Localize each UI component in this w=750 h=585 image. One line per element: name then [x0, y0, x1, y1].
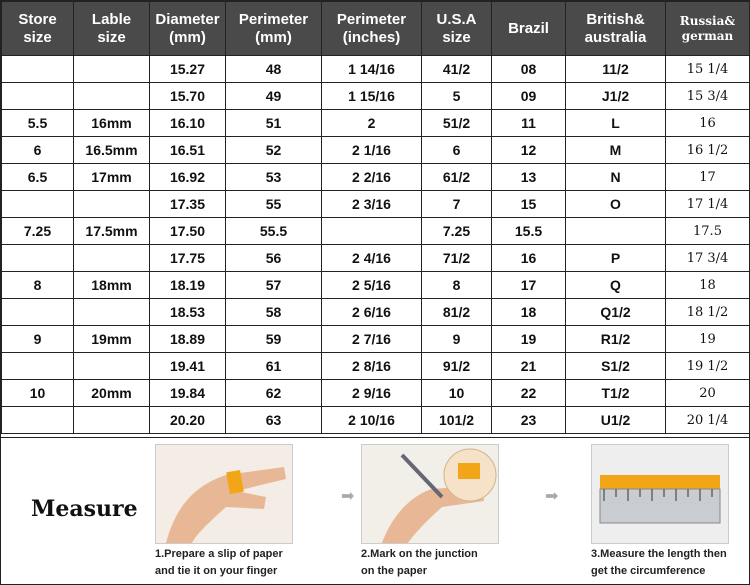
table-cell: 17 1/4	[666, 191, 750, 218]
table-cell: 71/2	[422, 245, 492, 272]
table-cell: 20	[666, 380, 750, 407]
table-cell: 7.25	[422, 218, 492, 245]
table-cell: 1 15/16	[322, 83, 422, 110]
column-header-text: german	[681, 28, 734, 43]
table-cell: 15 3/4	[666, 83, 750, 110]
table-cell: 15.5	[492, 218, 566, 245]
arrow-right-icon: ➡	[545, 488, 559, 505]
table-cell: 101/2	[422, 407, 492, 434]
table-cell: 13	[492, 164, 566, 191]
table-cell: 59	[226, 326, 322, 353]
table-row	[2, 407, 750, 434]
table-cell: 63	[226, 407, 322, 434]
column-header	[150, 2, 226, 56]
column-header	[666, 2, 750, 56]
table-cell: R1/2	[566, 326, 666, 353]
table-cell: 8	[422, 272, 492, 299]
table-row	[2, 164, 750, 191]
table-cell: 57	[226, 272, 322, 299]
table-cell: 21	[492, 353, 566, 380]
table-cell: 51	[226, 110, 322, 137]
table-cell: 16.10	[150, 110, 226, 137]
table-row	[2, 83, 750, 110]
table-cell: 19.41	[150, 353, 226, 380]
table-cell: 2 5/16	[322, 272, 422, 299]
arrow-right-icon: ➡	[341, 488, 355, 505]
finger-paper-photo	[155, 444, 293, 544]
table-cell: 16	[666, 110, 750, 137]
table-cell	[74, 407, 150, 434]
step-3-caption-line2: get the circumference	[591, 565, 706, 577]
table-cell: 15.27	[150, 56, 226, 83]
step-2-caption-line1: 2.Mark on the junction	[361, 548, 478, 560]
measure-section	[1, 437, 749, 585]
table-body	[2, 56, 750, 434]
table-cell: 91/2	[422, 353, 492, 380]
step-1-caption-line2: and tie it on your finger	[155, 565, 278, 577]
table-row	[2, 56, 750, 83]
table-cell: U1/2	[566, 407, 666, 434]
table-cell: 7.25	[2, 218, 74, 245]
table-cell: 22	[492, 380, 566, 407]
column-header-text: Perimeter	[238, 10, 309, 28]
table-cell: 2 8/16	[322, 353, 422, 380]
table-cell: 5	[422, 83, 492, 110]
table-cell: 15	[492, 191, 566, 218]
table-cell: 2 7/16	[322, 326, 422, 353]
table-cell: 10	[422, 380, 492, 407]
step-1-caption-line1: 1.Prepare a slip of paper	[155, 548, 283, 560]
size-table	[1, 1, 750, 434]
table-cell	[2, 191, 74, 218]
table-cell: 11	[492, 110, 566, 137]
table-cell: 2 3/16	[322, 191, 422, 218]
table-cell: 19mm	[74, 326, 150, 353]
column-header-text: Lable	[91, 10, 132, 28]
table-cell: 62	[226, 380, 322, 407]
table-cell: 18.89	[150, 326, 226, 353]
table-cell: 16 1/2	[666, 137, 750, 164]
table-cell: 17.35	[150, 191, 226, 218]
column-header-text: (mm)	[255, 28, 292, 46]
column-header-text: size	[97, 28, 126, 46]
table-cell	[2, 407, 74, 434]
table-cell: 48	[226, 56, 322, 83]
table-cell: 20 1/4	[666, 407, 750, 434]
column-header-text: (inches)	[342, 28, 401, 46]
step-2	[361, 444, 499, 578]
table-cell: 18mm	[74, 272, 150, 299]
table-cell	[322, 218, 422, 245]
table-cell: 20mm	[74, 380, 150, 407]
column-header	[2, 2, 74, 56]
header-row	[2, 2, 750, 56]
table-cell: 2 2/16	[322, 164, 422, 191]
table-cell	[74, 245, 150, 272]
table-row	[2, 245, 750, 272]
table-cell: 17.50	[150, 218, 226, 245]
table-cell: 56	[226, 245, 322, 272]
column-header-text: australia	[584, 28, 647, 46]
table-cell	[2, 245, 74, 272]
table-cell: 16mm	[74, 110, 150, 137]
column-header	[322, 2, 422, 56]
column-header-text: British&	[586, 10, 645, 28]
table-cell: 2 6/16	[322, 299, 422, 326]
table-row	[2, 380, 750, 407]
table-cell: 7	[422, 191, 492, 218]
table-cell: 17.5mm	[74, 218, 150, 245]
table-cell: 11/2	[566, 56, 666, 83]
table-cell: 18	[666, 272, 750, 299]
table-cell: 53	[226, 164, 322, 191]
table-cell: T1/2	[566, 380, 666, 407]
table-cell: O	[566, 191, 666, 218]
table-cell: 9	[422, 326, 492, 353]
column-header	[74, 2, 150, 56]
table-cell: M	[566, 137, 666, 164]
column-header-text: (mm)	[169, 28, 206, 46]
step-1	[155, 444, 293, 578]
table-cell: 09	[492, 83, 566, 110]
table-cell: 2	[322, 110, 422, 137]
table-cell	[2, 83, 74, 110]
table-cell: 20.20	[150, 407, 226, 434]
table-cell: 15.70	[150, 83, 226, 110]
table-cell: 51/2	[422, 110, 492, 137]
table-cell: 55	[226, 191, 322, 218]
table-cell: Q	[566, 272, 666, 299]
table-row	[2, 110, 750, 137]
step-3	[591, 444, 729, 578]
table-cell: 17mm	[74, 164, 150, 191]
table-cell: N	[566, 164, 666, 191]
table-cell: 08	[492, 56, 566, 83]
table-cell: 17.5	[666, 218, 750, 245]
table-cell: P	[566, 245, 666, 272]
table-cell: 19 1/2	[666, 353, 750, 380]
table-cell: 2 1/16	[322, 137, 422, 164]
step-2-caption-line2: on the paper	[361, 565, 428, 577]
table-cell: 18.19	[150, 272, 226, 299]
column-header	[492, 2, 566, 56]
table-cell: J1/2	[566, 83, 666, 110]
table-cell: 1 14/16	[322, 56, 422, 83]
table-cell: 8	[2, 272, 74, 299]
table-cell: 18 1/2	[666, 299, 750, 326]
table-cell	[2, 299, 74, 326]
table-cell	[74, 299, 150, 326]
table-cell: L	[566, 110, 666, 137]
table-cell: 41/2	[422, 56, 492, 83]
ruler-photo	[591, 444, 729, 544]
table-row	[2, 191, 750, 218]
table-cell: 61	[226, 353, 322, 380]
table-cell: 6	[2, 137, 74, 164]
table-cell: Q1/2	[566, 299, 666, 326]
table-cell: 5.5	[2, 110, 74, 137]
table-cell: 16.5mm	[74, 137, 150, 164]
table-cell: 17	[666, 164, 750, 191]
table-cell: 18.53	[150, 299, 226, 326]
table-cell	[2, 56, 74, 83]
table-cell: 58	[226, 299, 322, 326]
table-cell: 18	[492, 299, 566, 326]
column-header-text: Store	[18, 10, 57, 28]
column-header-text: Russia&	[679, 13, 736, 28]
column-header	[226, 2, 322, 56]
table-row	[2, 137, 750, 164]
column-header	[566, 2, 666, 56]
table-row	[2, 326, 750, 353]
table-cell: 19	[492, 326, 566, 353]
table-cell: 19	[666, 326, 750, 353]
step-3-caption-line1: 3.Measure the length then	[591, 548, 727, 560]
table-cell: 61/2	[422, 164, 492, 191]
measure-label: Measure	[31, 496, 138, 522]
table-cell: 23	[492, 407, 566, 434]
pen-mark-photo	[361, 444, 499, 544]
table-cell: 12	[492, 137, 566, 164]
table-cell: 17	[492, 272, 566, 299]
table-row	[2, 218, 750, 245]
table-cell: 49	[226, 83, 322, 110]
column-header-text: Perimeter	[336, 10, 407, 28]
table-cell	[74, 353, 150, 380]
table-cell: 81/2	[422, 299, 492, 326]
column-header-text: Brazil	[508, 19, 549, 37]
table-cell: 6.5	[2, 164, 74, 191]
table-cell: 55.5	[226, 218, 322, 245]
table-cell: 16.92	[150, 164, 226, 191]
table-cell: 2 4/16	[322, 245, 422, 272]
table-cell	[74, 83, 150, 110]
table-cell: 15 1/4	[666, 56, 750, 83]
table-cell: 6	[422, 137, 492, 164]
table-cell: 2 10/16	[322, 407, 422, 434]
column-header-text: size	[442, 28, 471, 46]
column-header-text: Diameter	[155, 10, 220, 28]
table-cell: 17 3/4	[666, 245, 750, 272]
table-cell: 17.75	[150, 245, 226, 272]
table-cell: 9	[2, 326, 74, 353]
table-cell: 52	[226, 137, 322, 164]
column-header-text: U.S.A	[436, 10, 477, 28]
table-row	[2, 353, 750, 380]
table-cell: S1/2	[566, 353, 666, 380]
table-cell	[74, 56, 150, 83]
table-row	[2, 272, 750, 299]
table-cell	[74, 191, 150, 218]
column-header	[422, 2, 492, 56]
table-cell: 16.51	[150, 137, 226, 164]
table-cell: 16	[492, 245, 566, 272]
table-row	[2, 299, 750, 326]
table-cell: 10	[2, 380, 74, 407]
table-cell	[566, 218, 666, 245]
table-cell: 2 9/16	[322, 380, 422, 407]
table-cell	[2, 353, 74, 380]
table-cell: 19.84	[150, 380, 226, 407]
column-header-text: size	[23, 28, 52, 46]
